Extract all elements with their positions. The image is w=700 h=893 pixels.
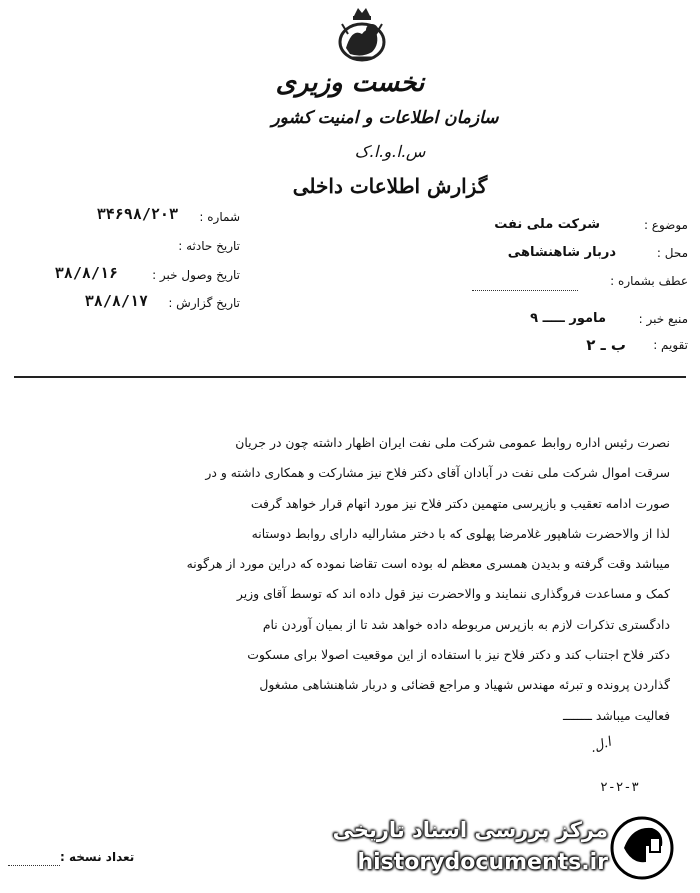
copies-label: تعداد نسخه : (60, 850, 135, 864)
body-line: دکتر فلاح اجتناب کند و دکتر فلاح نیز با استفاده از این موقعیت اصولا برای مسکوت (247, 647, 670, 663)
body-line: سرقت اموال شرکت ملی نفت در آبادان آقای دکتر فلاح نیز مشارکت و همکاری داشته و در (205, 465, 670, 481)
source-value: مامور ـــــ ۹ (530, 311, 606, 326)
body-line: گذاردن پرونده و تبرئه مهندس شهیاد و مراجع قضائی و دربار شاهنشاهی مشغول (259, 677, 670, 693)
report-date-value: ۳۸/۸/۱۷ (84, 292, 148, 310)
body-line: کمک و مساعدت فروگذاری ننمایند و والاحضرت نیز قول داده اند که توسط آقای وزیر (236, 586, 670, 602)
report-type: گزارش اطلاعات داخلی (292, 174, 488, 198)
body-line: میباشد وقت گرفته و بدیدن همسری معظم له بوده است تقاضا نموده که دراین مورد از هرگونه (186, 556, 670, 572)
evaluation-value: ب ـ ۲ (586, 336, 626, 354)
body-line: فعالیت میباشد ــــــــ (562, 707, 670, 723)
handwritten-date: ۲-۲-۳ (600, 780, 640, 795)
body-line: نصرت رئیس اداره روابط عمومی شرکت ملی نفت ایران اظهار داشته چون در جریان (235, 435, 670, 450)
report-date-label: تاریخ گزارش : (168, 296, 240, 310)
reference-blank-line (472, 290, 578, 291)
subject-label: موضوع : (643, 218, 688, 232)
body-line: صورت ادامه تعقیب و بازپرسی متهمین دکتر فلاح نیز مورد اتهام قرار خواهد گرفت (250, 495, 670, 511)
body-line: لذا از والاحضرت شاهپور غلامرضا پهلوی که با دختر مشارالیه دارای روابط دوستانه (251, 525, 670, 541)
source-label: منبع خبر : (638, 312, 688, 326)
report-body (40, 428, 670, 731)
number-label: شماره : (199, 210, 240, 224)
archive-logo-icon (602, 808, 682, 888)
letterhead-title: نخست وزیری (275, 68, 425, 98)
place-label: محل : (656, 246, 688, 260)
subject-value: شرکت ملی نفت (494, 217, 600, 232)
imperial-emblem-icon (332, 4, 392, 66)
place-value: دربار شاهنشاهی (507, 245, 616, 260)
receipt-date-value: ۳۸/۸/۱۶ (54, 264, 118, 282)
watermark-website[interactable]: historydocuments.ir (357, 850, 608, 875)
copies-blank-line (8, 865, 60, 866)
body-line: دادگستری تذکرات لازم به بازپرس مربوطه داده خواهد شد تا از بمیان آوردن نام (262, 616, 670, 632)
header-divider (14, 376, 686, 378)
handwritten-initials: ا.ل. (588, 734, 614, 757)
reference-label: عطف بشماره : (610, 274, 688, 288)
letterhead-org: سازمان اطلاعات و امنیت کشور (271, 108, 499, 128)
number-value: ۳۴۶۹۸/۲۰۳ (96, 205, 178, 223)
evaluation-label: تقویم : (653, 338, 688, 352)
watermark-archive-name: مرکز بررسی اسناد تاریخی (332, 818, 608, 842)
letterhead-code: س.ا.و.ا.ک (354, 142, 426, 161)
event-date-label: تاریخ حادثه : (178, 239, 240, 253)
receipt-date-label: تاریخ وصول خبر : (152, 268, 240, 282)
